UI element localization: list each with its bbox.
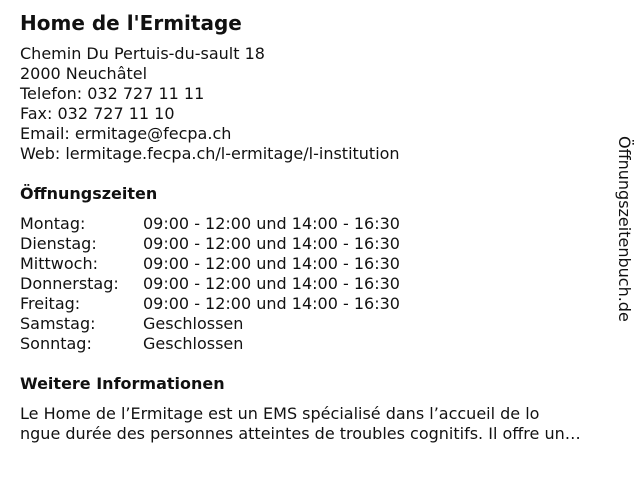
day-hours: 09:00 - 12:00 und 14:00 - 16:30 (143, 234, 400, 253)
day-label: Mittwoch: (20, 254, 98, 273)
business-title: Home de l'Ermitage (20, 11, 242, 35)
description-line-2: ngue durée des personnes atteintes de troubles cognitifs. Il offre un… (20, 424, 581, 443)
opening-hours-heading: Öffnungszeiten (20, 184, 158, 203)
description-line-1: Le Home de l’Ermitage est un EMS spécialisé dans l’accueil de lo (20, 404, 540, 423)
day-label: Donnerstag: (20, 274, 119, 293)
phone-number: Telefon: 032 727 11 11 (20, 84, 205, 103)
day-hours: 09:00 - 12:00 und 14:00 - 16:30 (143, 214, 400, 233)
fax-number: Fax: 032 727 11 10 (20, 104, 175, 123)
day-hours: Geschlossen (143, 334, 244, 353)
day-hours: 09:00 - 12:00 und 14:00 - 16:30 (143, 254, 400, 273)
contact-block (20, 44, 400, 164)
day-label: Sonntag: (20, 334, 92, 353)
website-url: Web: lermitage.fecpa.ch/l-ermitage/l-institution (20, 144, 400, 163)
day-label: Montag: (20, 214, 86, 233)
email-address: Email: ermitage@fecpa.ch (20, 124, 232, 143)
day-hours: 09:00 - 12:00 und 14:00 - 16:30 (143, 294, 400, 313)
description-text (20, 404, 632, 444)
day-hours: 09:00 - 12:00 und 14:00 - 16:30 (143, 274, 400, 293)
address-street: Chemin Du Pertuis-du-sault 18 (20, 44, 265, 63)
day-label: Dienstag: (20, 234, 97, 253)
address-city: 2000 Neuchâtel (20, 64, 148, 83)
more-info-heading: Weitere Informationen (20, 374, 225, 393)
day-hours: Geschlossen (143, 314, 244, 333)
site-watermark: Öffnungszeitenbuch.de (615, 136, 634, 322)
day-label: Samstag: (20, 314, 96, 333)
day-label: Freitag: (20, 294, 81, 313)
